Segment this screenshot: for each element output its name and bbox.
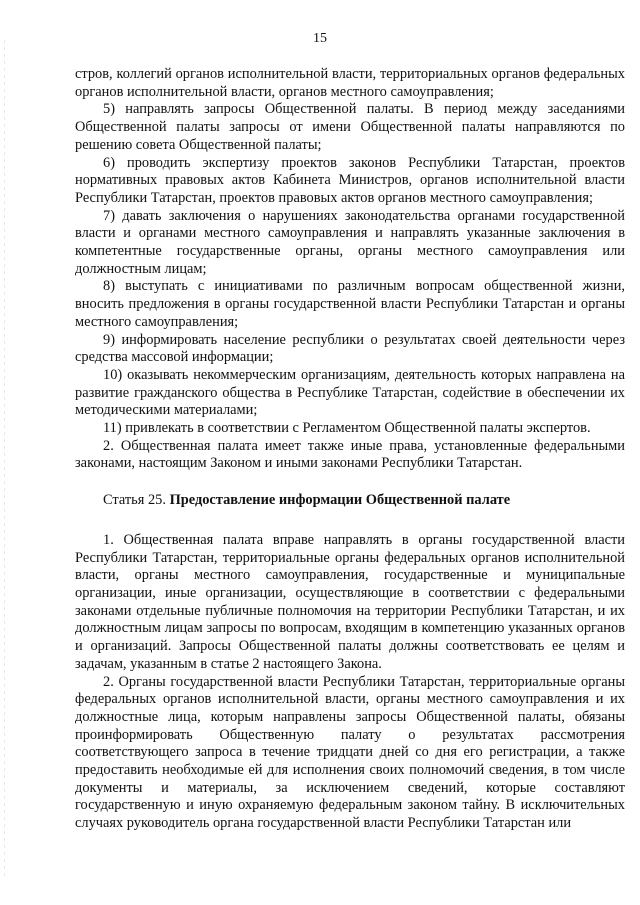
paragraph-item-10: 10) оказывать некоммерческим организациям, деятельность которых направлена на развитие гражданского общества в Республике Татарстан, содействие в обеспечении их методическими материалами; xyxy=(75,366,625,419)
paragraph-art25-part-1: 1. Общественная палата вправе направлять в органы государственной власти Республики Татарстан, территориальные органы федеральных органов исполнительной власти, органы местного самоуправления, государственные и муниципальные организации, иные организации, осуществляющие в соответствии с федеральными законами отдельные публичные полномочия на территории Республики Татарстан, и их должностным лицам запросы по вопросам, входящим в компетенцию указанных органов и организаций. Запросы Общественной палаты должны соответствовать ее целям и задачам, указанным в статье 2 настоящего Закона. xyxy=(75,531,625,672)
paragraph-item-8: 8) выступать с инициативами по различным вопросам общественной жизни, вносить предложения в органы государственной власти Республики Татарстан и органы местного самоуправления; xyxy=(75,278,625,330)
paragraph-item-7: 7) давать заключения о нарушениях законодательства органами государственной власти и органами местного самоуправления и направлять указанные заключения в компетентные государственные органы, органы местного самоуправления или должностным лицам; xyxy=(75,207,625,277)
paragraph-item-11: 11) привлекать в соответствии с Регламентом Общественной палаты экспертов. xyxy=(103,420,591,437)
paragraph-item-9: 9) информировать население республики о результатах своей деятельности через средства массовой информации; xyxy=(75,331,625,366)
article-heading xyxy=(75,492,625,510)
paragraph-cont-4: стров, коллегий органов исполнительной власти, территориальных органов федеральных органов исполнительной власти, органов местного самоуправления; xyxy=(75,66,625,100)
paragraph-item-5: 5) направлять запросы Общественной палаты. В период между заседаниями Общественной палаты запросы от имени Общественной палаты направляются по решению совета Общественной палаты; xyxy=(75,101,625,153)
document-body xyxy=(75,66,625,833)
paragraph-art25-part-2: 2. Органы государственной власти Республики Татарстан, территориальные органы федеральных органов исполнительной власти, органы местного самоуправления и их должностные лица, которым направлены запросы Общественной палаты, обязаны проинформировать Общественную палату о результатах рассмотрения соответствующего запроса в течение тридцати дней со дня его регистрации, а также предоставить необходимые ей для исполнения своих полномочий сведения, в том числе документы и материалы, за исключением сведений, которые составляют государственную и иную охраняемую федеральным законом тайну. В исключительных случаях руководитель органа государственной власти Республики Татарстан или xyxy=(75,673,625,832)
article-24-continuation xyxy=(75,66,625,473)
article-title: Предоставление информации Общественной палате xyxy=(169,492,511,509)
article-25-body xyxy=(75,532,625,833)
page-number: 15 xyxy=(313,31,327,46)
scan-edge-artifact xyxy=(4,40,5,880)
paragraph-item-6: 6) проводить экспертизу проектов законов Республики Татарстан, проектов нормативных правовых актов Кабинета Министров, органов исполнительной власти Республики Татарстан, проектов правовых актов органов местного самоуправления; xyxy=(75,154,625,206)
paragraph-part-2-art24: 2. Общественная палата имеет также иные права, установленные федеральными законами, настоящим Законом и иными законами Республики Татарстан. xyxy=(75,437,625,472)
article-label: Статья 25. xyxy=(103,492,166,509)
